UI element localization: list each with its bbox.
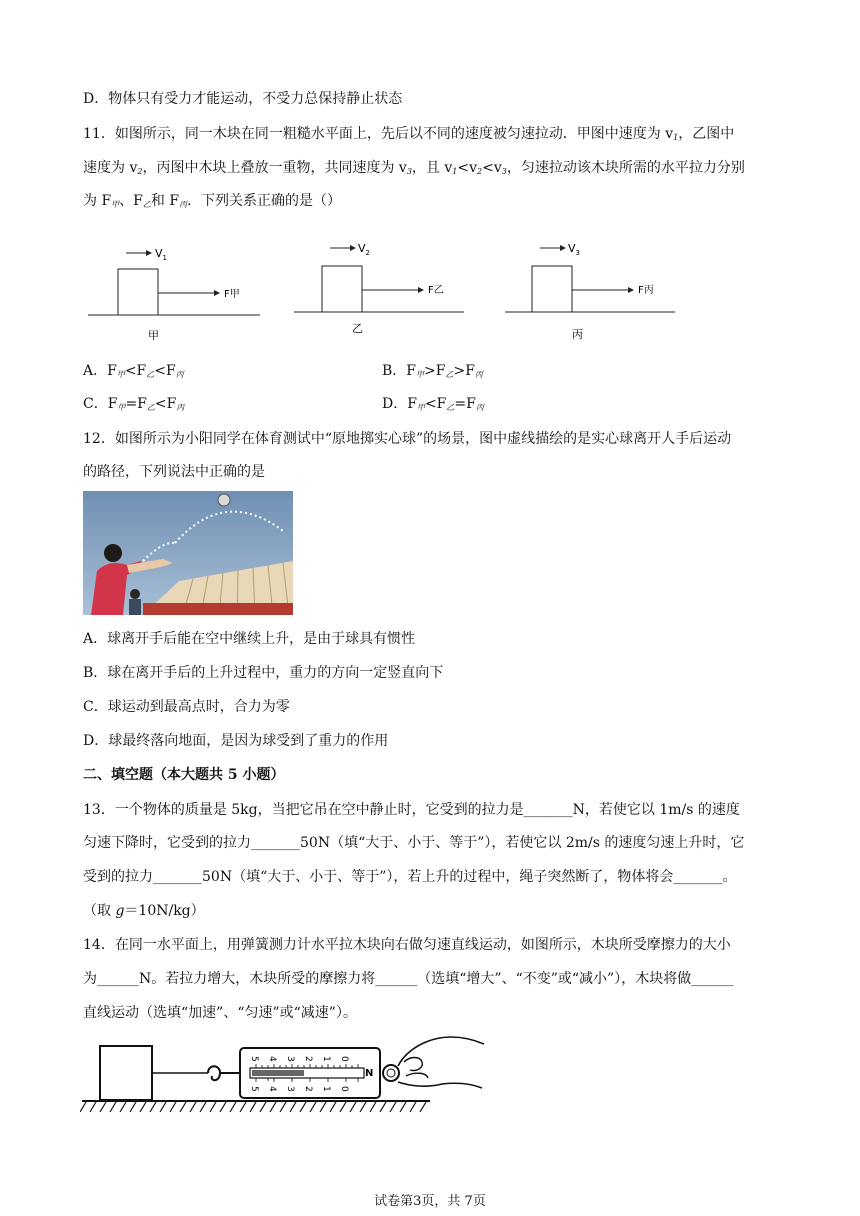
- section-title: 二、填空题（本大题共 5 小题）: [83, 767, 285, 783]
- hand-lower: [398, 1082, 482, 1088]
- block: [532, 266, 572, 312]
- velocity-arrowhead: [350, 245, 356, 251]
- q10-option-d: D．物体只有受力才能运动，不受力总保持静止状态: [83, 91, 403, 107]
- q11-option-b: B．$F_甲>F_乙>F_丙$: [382, 363, 483, 379]
- force-arrowhead: [214, 290, 220, 296]
- q13-stem-line1: 13．一个物体的质量是 5kg，当把它吊在空中静止时，它受到的拉力是_______N，若使它以 1m/s 的速度: [83, 802, 740, 818]
- tick-label: 5: [249, 1086, 259, 1092]
- q14-stem-line3: 直线运动（选填“加速”、“匀速”或“减速”）。: [83, 1005, 357, 1021]
- q14-stem-line1: 14．在同一水平面上，用弹簧测力计水平拉木块向右做匀速直线运动，如图所示，木块所受摩擦力的大小: [83, 937, 731, 953]
- force-label: F甲: [224, 289, 240, 300]
- q12-option-a: A．球离开手后能在空中继续上升，是由于球具有惯性: [83, 631, 416, 647]
- scale-spring: [252, 1070, 304, 1076]
- scale-ring-inner: [387, 1069, 395, 1077]
- tick-label: 2: [303, 1086, 313, 1092]
- q12-stem-line2: 的路径，下列说法中正确的是: [83, 464, 265, 480]
- force-label: F乙: [428, 285, 444, 296]
- tick-label: 1: [321, 1086, 331, 1092]
- tick-label: 3: [285, 1086, 295, 1092]
- tick-label: 2: [303, 1056, 313, 1062]
- q14-figure: [80, 1026, 500, 1118]
- stands: [143, 603, 293, 615]
- scale-unit: N: [365, 1068, 374, 1079]
- block: [322, 266, 362, 312]
- velocity-label: $V_3$: [568, 242, 580, 257]
- figure-jia: [88, 247, 260, 342]
- q12-option-d: D．球最终落向地面，是因为球受到了重力的作用: [83, 733, 389, 749]
- q13-stem-line2: 匀速下降时，它受到的拉力_______50N（填“大于、小于、等于”），若使它以 2m/s 的速度匀速上升时，它: [83, 835, 745, 851]
- ground-hatching: [80, 1102, 426, 1112]
- page-footer: 试卷第3页，共 7页: [374, 1194, 486, 1209]
- q12-photo: [83, 491, 293, 615]
- figure-bing: [505, 242, 675, 341]
- tick-label: 4: [267, 1086, 277, 1092]
- q12-option-b: B．球在离开手后的上升过程中，重力的方向一定竖直向下: [83, 665, 444, 681]
- force-label: F丙: [638, 285, 654, 296]
- figure-caption: 乙: [352, 322, 363, 335]
- hand-upper: [398, 1037, 484, 1066]
- hand-finger: [404, 1058, 422, 1071]
- force-arrowhead: [418, 287, 424, 293]
- tick-label: 0: [339, 1056, 349, 1062]
- wooden-block: [100, 1046, 152, 1100]
- tick-label: 5: [249, 1056, 259, 1062]
- q11-option-d: D．$F_甲<F_乙=F_丙$: [382, 396, 484, 412]
- velocity-arrowhead: [146, 250, 152, 256]
- figure-caption: 甲: [148, 329, 159, 342]
- tick-label: 4: [267, 1056, 277, 1062]
- q11-stem-line1: 11．如图所示，同一木块在同一粗糙水平面上，先后以不同的速度被匀速拉动．甲图中速度为 $v_1$，乙图中: [83, 126, 735, 142]
- shot-ball: [218, 494, 230, 506]
- tick-label: 0: [339, 1086, 349, 1092]
- hand-thumb: [406, 1073, 428, 1078]
- q11-option-a: A．$F_甲<F_乙<F_丙$: [83, 363, 184, 379]
- q11-figures: [88, 238, 688, 346]
- block: [118, 269, 158, 315]
- q12-stem-line1: 12．如图所示为小阳同学在体育测试中“原地掷实心球”的场景，图中虚线描绘的是实心球离开人手后运动: [83, 431, 732, 447]
- velocity-arrowhead: [560, 245, 566, 251]
- figure-yi: [294, 242, 464, 335]
- thrower-head: [104, 544, 122, 562]
- q12-option-c: C．球运动到最高点时，合力为零: [83, 699, 290, 715]
- q14-stem-line2: 为______N。若拉力增大，木块所受的摩擦力将______（选填“增大”、“不变”或“减小”），木块将做______: [83, 971, 734, 987]
- q11-stem-line3: 为 $F_甲$、$F_乙$和 $F_丙$．下列关系正确的是（）: [83, 193, 342, 209]
- spectator-body: [129, 599, 141, 615]
- q11-stem-line2: 速度为 $v_2$，丙图中木块上叠放一重物，共同速度为 $v_3$，且 $v_1<v_2<v_3$，匀速拉动该木块所需的水平拉力分别: [83, 160, 745, 176]
- q13-stem-line4: （取 g＝10N/kg）: [83, 903, 205, 919]
- force-arrowhead: [628, 287, 634, 293]
- q11-option-c: C．$F_甲=F_乙<F_丙$: [83, 396, 185, 412]
- q13-stem-line3: 受到的拉力_______50N（填“大于、小于、等于”），若上升的过程中，绳子突然断了，物体将会_______。: [83, 869, 737, 885]
- figure-caption: 丙: [572, 328, 583, 341]
- velocity-label: $V_2$: [358, 242, 370, 257]
- velocity-label: $V_1$: [155, 247, 167, 262]
- tick-label: 3: [285, 1056, 295, 1062]
- hook: [208, 1066, 220, 1080]
- tick-label: 1: [321, 1056, 331, 1062]
- spectator-head: [130, 589, 140, 599]
